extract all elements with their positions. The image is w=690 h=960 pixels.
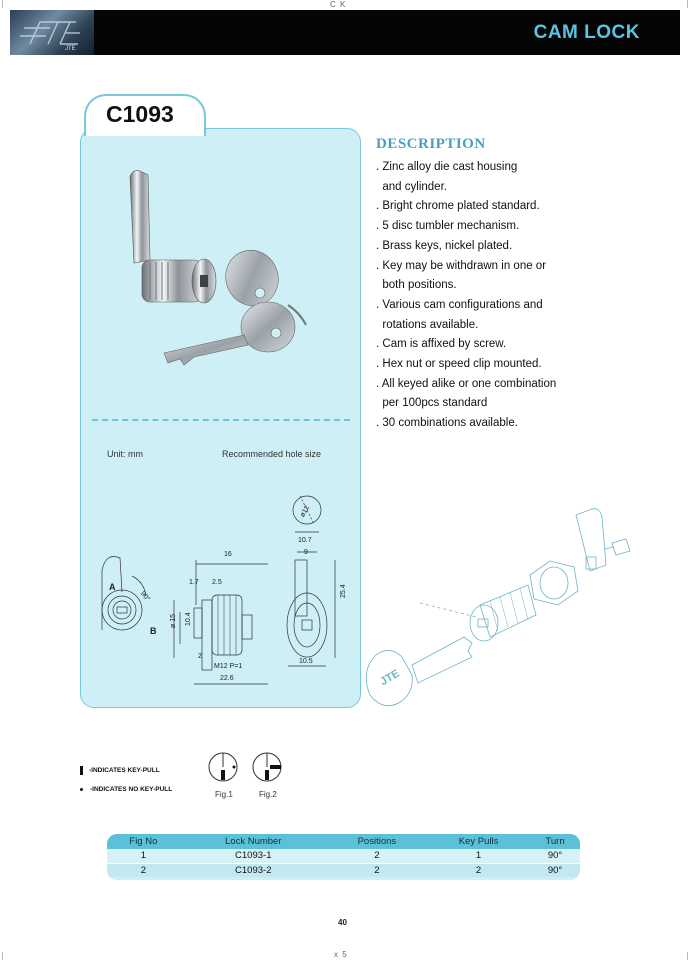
description-line: . Various cam configurations and (376, 298, 543, 311)
brand-logo (10, 10, 94, 55)
svg-text:16: 16 (224, 551, 232, 558)
cam-plate (130, 171, 150, 263)
exploded-body (480, 585, 536, 637)
fig2-diagram (250, 750, 284, 784)
description-line: . Bright chrome plated standard. (376, 200, 540, 213)
table-cell: 90° (547, 864, 563, 876)
svg-text:10.4: 10.4 (185, 612, 192, 626)
description-line: per 100pcs standard (376, 397, 488, 410)
keyway (200, 275, 208, 287)
description-line: both positions. (376, 279, 457, 292)
hole-size-label: Recommended hole size (222, 449, 322, 459)
svg-text:1.7: 1.7 (189, 579, 199, 586)
key-blade (164, 335, 248, 365)
table-row (107, 863, 580, 877)
svg-text:10.7: 10.7 (298, 537, 312, 544)
unit-label: Unit: mm (107, 449, 143, 459)
svg-text:ø12: ø12 (299, 504, 312, 519)
header-bar (10, 10, 680, 55)
key-head-back (218, 243, 286, 313)
crop-mark (687, 952, 688, 960)
table-cell: 2 (374, 850, 380, 862)
crop-mark (687, 0, 688, 8)
table-header: Positions (357, 836, 397, 847)
table-header: Fig No (129, 836, 158, 847)
svg-text:90°: 90° (138, 590, 152, 603)
svg-text:B: B (150, 626, 157, 636)
table-cell: 90° (547, 850, 563, 862)
fig1-diagram (206, 750, 240, 784)
registration-mark-top: C K (330, 0, 347, 9)
description-line: . All keyed alike or one combination (376, 377, 557, 390)
table-header: Turn (545, 836, 565, 847)
panel-divider (92, 419, 350, 421)
table-cell: 2 (374, 864, 380, 876)
exploded-screw (612, 539, 630, 555)
model-number: C1093 (106, 101, 174, 127)
legend-key-pull: -INDICATES KEY-PULL (80, 766, 160, 775)
table-cell: C1093-2 (235, 864, 272, 876)
exploded-face (470, 605, 498, 641)
table-row (107, 849, 580, 863)
description-line: . 30 combinations available. (376, 417, 518, 430)
svg-text:ø 15: ø 15 (170, 613, 177, 628)
description-line: and cylinder. (376, 180, 447, 193)
table-cell: C1093-1 (235, 850, 272, 862)
table-header-row (107, 834, 580, 849)
fig2-label: Fig.2 (259, 790, 277, 799)
svg-text:25.4: 25.4 (340, 584, 347, 598)
technical-drawing (92, 480, 357, 690)
side-view-body (212, 595, 242, 655)
side-view-nut (202, 600, 212, 670)
description-list (376, 158, 676, 434)
exploded-key-blade (412, 637, 472, 683)
exploded-hex-nut (530, 561, 578, 605)
table-header: Lock Number (225, 836, 282, 847)
description-line: rotations available. (376, 318, 479, 331)
fig1-label: Fig.1 (215, 790, 233, 799)
exploded-cam (576, 509, 606, 571)
spec-table (107, 834, 580, 880)
crop-mark (2, 952, 3, 960)
registration-mark-bottom: x 5 (334, 950, 348, 959)
key-pull-mark (80, 766, 83, 775)
legend-no-key-pull: -INDICATES NO KEY-PULL (80, 786, 172, 793)
product-photo (120, 165, 320, 380)
table-header: Key Pulls (458, 836, 499, 847)
no-key-pull-mark (80, 788, 83, 791)
table-cell: 2 (140, 864, 147, 876)
svg-text:9: 9 (304, 549, 308, 556)
crop-mark (2, 0, 3, 8)
svg-text:M12 P=1: M12 P=1 (214, 663, 243, 670)
description-title: DESCRIPTION (376, 136, 486, 152)
svg-text:22.6: 22.6 (220, 675, 234, 682)
description-line: . 5 disc tumbler mechanism. (376, 220, 520, 233)
description-line: . Brass keys, nickel plated. (376, 239, 513, 252)
svg-text:JTE: JTE (65, 46, 76, 52)
table-cell: 1 (140, 850, 147, 862)
svg-text:JTE: JTE (378, 667, 402, 689)
table-cell: 2 (475, 864, 482, 876)
svg-text:2.5: 2.5 (212, 579, 222, 586)
table-cell: 1 (475, 850, 482, 862)
svg-text:A: A (109, 582, 116, 592)
page-title: CAM LOCK (533, 22, 640, 43)
key-head-front (241, 302, 295, 352)
description-line: . Hex nut or speed clip mounted. (376, 358, 542, 371)
description-line: . Key may be withdrawn in one or (376, 259, 547, 272)
exploded-view-drawing (360, 505, 650, 720)
svg-text:2: 2 (198, 653, 202, 660)
page-number: 40 (338, 918, 347, 927)
description-line: . Cam is affixed by screw. (376, 338, 507, 351)
svg-text:10.5: 10.5 (299, 658, 313, 665)
description-line: . Zinc alloy die cast housing (376, 161, 518, 173)
